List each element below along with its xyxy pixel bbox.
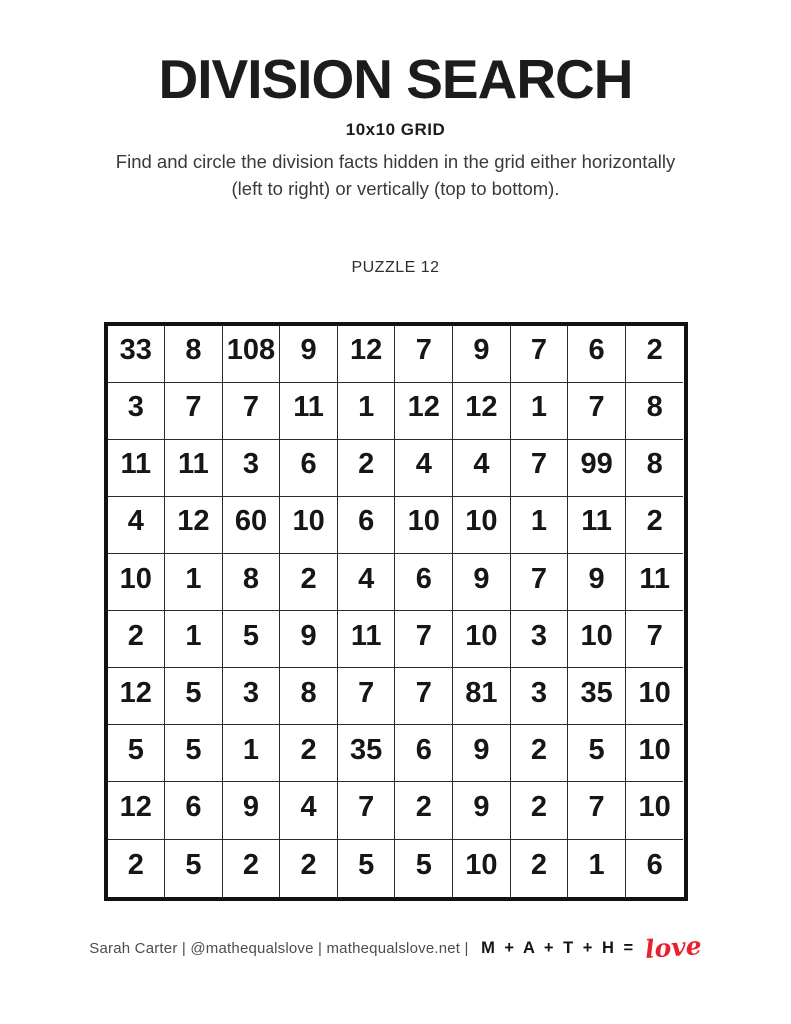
- grid-cell: 9: [568, 554, 626, 611]
- grid-cell: 2: [395, 782, 453, 839]
- grid-cell: 7: [511, 554, 569, 611]
- grid-cell: 5: [165, 668, 223, 725]
- grid-cell: 35: [338, 725, 396, 782]
- grid-cell: 1: [511, 497, 569, 554]
- brand-love-script: love: [644, 931, 703, 964]
- grid-cell: 9: [453, 782, 511, 839]
- grid-cell: 5: [338, 840, 396, 897]
- grid-cell: 10: [626, 782, 684, 839]
- grid-cell: 7: [395, 611, 453, 668]
- grid-cell: 10: [395, 497, 453, 554]
- grid-cell: 7: [223, 383, 281, 440]
- grid-cell: 7: [511, 326, 569, 383]
- grid-cell: 11: [280, 383, 338, 440]
- grid-cell: 9: [453, 326, 511, 383]
- grid-cell: 4: [338, 554, 396, 611]
- grid-cell: 7: [338, 668, 396, 725]
- grid-cell: 8: [626, 383, 684, 440]
- grid-cell: 5: [568, 725, 626, 782]
- grid-cell: 2: [108, 611, 166, 668]
- grid-cell: 8: [223, 554, 281, 611]
- grid-cell: 8: [165, 326, 223, 383]
- instructions-line-1: Find and circle the division facts hidden in the grid either horizontally: [115, 151, 676, 172]
- grid-cell: 10: [453, 840, 511, 897]
- grid-cell: 12: [108, 782, 166, 839]
- grid-cell: 9: [280, 326, 338, 383]
- grid-cell: 8: [280, 668, 338, 725]
- grid-cell: 2: [511, 840, 569, 897]
- grid-cell: 7: [338, 782, 396, 839]
- grid-cell: 6: [646, 848, 663, 881]
- grid-cell: 5: [165, 725, 223, 782]
- grid-cell: 9: [453, 554, 511, 611]
- grid-cell: 4: [280, 782, 338, 839]
- grid-cell: 6: [395, 554, 453, 611]
- grid-cell: 12: [395, 383, 453, 440]
- grid-cell: 6: [165, 782, 223, 839]
- grid-cell: 4: [108, 497, 166, 554]
- grid-cell: 8: [626, 440, 684, 497]
- grid-cell: 2: [223, 840, 281, 897]
- grid-cell: 3: [223, 668, 281, 725]
- grid-cell: 12: [453, 383, 511, 440]
- grid-cell: 35: [568, 668, 626, 725]
- grid-cell: 10: [280, 497, 338, 554]
- grid-cell: 10: [108, 554, 166, 611]
- grid-cell: 1: [165, 611, 223, 668]
- grid-cell: 7: [395, 668, 453, 725]
- puzzle-number-label: PUZZLE 12: [351, 258, 440, 276]
- grid-cell: 2: [511, 782, 569, 839]
- grid-cell: 12: [165, 497, 223, 554]
- grid-cell: 4: [395, 440, 453, 497]
- grid-cell: 2: [280, 554, 338, 611]
- grid-cell: 11: [108, 440, 166, 497]
- grid-cell: 6: [280, 440, 338, 497]
- grid-cell: 2: [626, 497, 684, 554]
- grid-cell: 10: [568, 611, 626, 668]
- grid-cell: 9: [280, 611, 338, 668]
- grid-cell: 4: [453, 440, 511, 497]
- grid-cell: 1: [511, 383, 569, 440]
- grid-cell: 1: [165, 554, 223, 611]
- grid-cell: 2: [338, 440, 396, 497]
- footer: [0, 933, 791, 962]
- grid-cell: 2: [511, 725, 569, 782]
- grid-cell: 108: [223, 326, 281, 383]
- grid-cell: 10: [453, 497, 511, 554]
- grid-cell: 3: [511, 668, 569, 725]
- grid-cell: 11: [568, 497, 626, 554]
- grid-cell: 2: [108, 840, 166, 897]
- grid-cell: 7: [626, 611, 684, 668]
- grid-cell: 12: [108, 668, 166, 725]
- grid-cell: 5: [108, 725, 166, 782]
- grid-cell: 5: [223, 611, 281, 668]
- grid-cell: 11: [165, 440, 223, 497]
- grid-cell: 9: [453, 725, 511, 782]
- grid-cell: 6: [568, 326, 626, 383]
- grid-size-subtitle: 10x10 GRID: [345, 120, 446, 139]
- grid-cell: 9: [223, 782, 281, 839]
- grid-cell: 33: [108, 326, 166, 383]
- grid-cell: 7: [568, 383, 626, 440]
- grid-cell: 2: [626, 326, 684, 383]
- grid-cell: 2: [280, 725, 338, 782]
- grid-cell: 1: [338, 383, 396, 440]
- page-title: DIVISION SEARCH: [158, 48, 633, 110]
- grid-cell: 10: [453, 611, 511, 668]
- grid-cell: 10: [626, 668, 684, 725]
- grid-cell: 99: [568, 440, 626, 497]
- grid-cell: 7: [511, 440, 569, 497]
- grid-cell: 7: [165, 383, 223, 440]
- grid-cell: 5: [395, 840, 453, 897]
- grid-cell: 1: [568, 840, 626, 897]
- grid-cell: 6: [338, 497, 396, 554]
- grid-cell: 11: [338, 611, 396, 668]
- grid-cell: 60: [223, 497, 281, 554]
- grid-cell: 5: [165, 840, 223, 897]
- brand-math-text: M + A + T + H =: [481, 939, 636, 957]
- instructions-line-2: (left to right) or vertically (top to bottom).: [231, 177, 560, 199]
- grid-cell: 81: [453, 668, 511, 725]
- grid-cell: 12: [338, 326, 396, 383]
- grid-cell: 7: [395, 326, 453, 383]
- grid-cell: 7: [568, 782, 626, 839]
- author-credit: Sarah Carter | @mathequalslove | mathequalslove.net |: [89, 940, 469, 957]
- grid-cell: 6: [395, 725, 453, 782]
- grid-cell: 11: [626, 554, 684, 611]
- grid-cell: 3: [511, 611, 569, 668]
- grid-cell: 3: [223, 440, 281, 497]
- number-grid: [104, 322, 688, 901]
- instructions-text: [66, 149, 726, 203]
- grid-cell: 1: [223, 725, 281, 782]
- grid-cell: 10: [626, 725, 684, 782]
- grid-cell: 3: [108, 383, 166, 440]
- grid-cell: 2: [280, 840, 338, 897]
